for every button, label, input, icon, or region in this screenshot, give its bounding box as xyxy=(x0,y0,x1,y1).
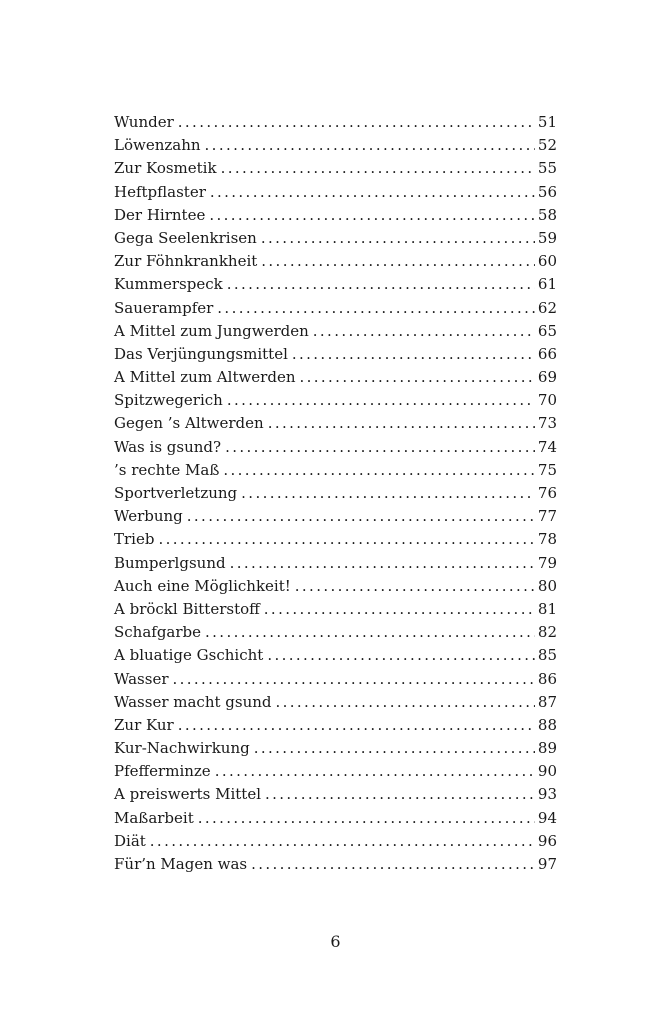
toc-entry-page-number: 58 xyxy=(537,205,557,224)
toc-entry xyxy=(114,436,557,459)
toc-entry-title: Kummerspeck xyxy=(114,275,223,294)
toc-entry xyxy=(114,227,557,250)
toc-entry xyxy=(114,830,557,853)
toc-entry-page-number: 85 xyxy=(537,646,557,665)
dot-leader xyxy=(241,482,535,505)
toc-entry xyxy=(114,181,557,204)
dot-leader xyxy=(210,181,535,204)
toc-entry-title: Das Verjüngungsmittel xyxy=(114,344,288,363)
toc-entry-title: Heftpflaster xyxy=(114,182,206,201)
toc-entry xyxy=(114,111,557,134)
toc-entry-page-number: 69 xyxy=(537,368,557,387)
toc-entry-page-number: 96 xyxy=(537,831,557,850)
dot-leader xyxy=(187,505,535,528)
toc-entry xyxy=(114,528,557,551)
dot-leader xyxy=(178,714,535,737)
dot-leader xyxy=(261,250,535,273)
toc-entry-title: Spitzwegerich xyxy=(114,391,223,410)
toc-entry-page-number: 52 xyxy=(537,136,557,155)
dot-leader xyxy=(225,436,535,459)
toc-entry xyxy=(114,783,557,806)
toc-entry-title: Schafgarbe xyxy=(114,623,202,642)
dot-leader xyxy=(198,807,535,830)
dot-leader xyxy=(205,621,535,644)
toc-entry xyxy=(114,575,557,598)
toc-entry xyxy=(114,552,557,575)
dot-leader xyxy=(230,552,535,575)
toc-entry xyxy=(114,760,557,783)
toc-entry-page-number: 61 xyxy=(537,275,557,294)
toc-entry xyxy=(114,598,557,621)
toc-entry xyxy=(114,389,557,412)
toc-entry-page-number: 76 xyxy=(537,484,557,502)
toc-entry xyxy=(114,807,557,830)
toc-entry xyxy=(114,366,557,389)
dot-leader xyxy=(173,668,536,691)
dot-leader xyxy=(261,227,535,250)
toc-entry-page-number: 75 xyxy=(537,460,557,479)
toc-entry-title: Was is gsund? xyxy=(114,437,222,456)
dot-leader xyxy=(227,389,535,412)
toc-entry xyxy=(114,621,557,644)
toc-entry-title: Sauerampfer xyxy=(114,298,214,317)
toc-entry-page-number: 51 xyxy=(537,113,557,131)
toc-entry-title: Auch eine Möglichkeit! xyxy=(114,576,291,595)
toc-entry xyxy=(114,157,557,180)
toc-entry-page-number: 94 xyxy=(537,808,557,827)
page-number: 6 xyxy=(330,932,341,951)
toc-entry-page-number: 70 xyxy=(537,391,557,410)
toc-entry xyxy=(114,273,557,296)
dot-leader xyxy=(251,853,535,876)
toc-entry xyxy=(114,204,557,227)
toc-entry-title: Löwenzahn xyxy=(114,136,201,155)
toc-entry-page-number: 59 xyxy=(537,228,557,247)
toc-entry-title: A Mittel zum Altwerden xyxy=(114,368,296,387)
toc-entry xyxy=(114,250,557,273)
toc-entry-title: Zur Föhnkrankheit xyxy=(114,252,258,271)
toc-entry-page-number: 55 xyxy=(537,159,557,178)
toc-entry xyxy=(114,134,557,157)
toc-entry-page-number: 88 xyxy=(537,715,557,734)
toc-entry xyxy=(114,668,557,691)
toc-entry-title: Sportverletzung xyxy=(114,484,238,502)
toc-entry-title: Bumperlgsund xyxy=(114,553,226,572)
toc-entry-page-number: 66 xyxy=(537,344,557,363)
toc-entry xyxy=(114,320,557,343)
toc-entry-page-number: 56 xyxy=(537,182,557,201)
dot-leader xyxy=(178,111,535,134)
toc-entry-page-number: 86 xyxy=(537,669,557,688)
toc-entry xyxy=(114,459,557,482)
toc-entry-title: Wasser macht gsund xyxy=(114,692,272,711)
toc-entry-page-number: 80 xyxy=(537,576,557,595)
toc-entry-page-number: 65 xyxy=(537,321,557,340)
toc-entry-title: Gega Seelenkrisen xyxy=(114,228,257,247)
toc-entry-page-number: 93 xyxy=(537,785,557,804)
toc-entry-page-number: 89 xyxy=(537,739,557,758)
toc-entry-title: A bröckl Bitterstoff xyxy=(114,599,260,618)
toc-entry-page-number: 79 xyxy=(537,553,557,572)
toc-entry-title: Für’n Magen was xyxy=(114,855,248,873)
dot-leader xyxy=(264,598,535,621)
toc-entry-page-number: 97 xyxy=(537,855,557,873)
toc-entry-title: A bluatige Gschicht xyxy=(114,646,264,665)
dot-leader xyxy=(300,366,536,389)
toc-entry xyxy=(114,737,557,760)
toc-entry-page-number: 74 xyxy=(537,437,557,456)
dot-leader xyxy=(276,691,535,714)
dot-leader xyxy=(254,737,535,760)
dot-leader xyxy=(221,157,535,180)
dot-leader xyxy=(223,459,535,482)
toc-entry-title: Werbung xyxy=(114,507,183,526)
dot-leader xyxy=(158,528,535,551)
dot-leader xyxy=(227,273,535,296)
dot-leader xyxy=(268,412,535,435)
toc-entry-title: Kur-Nachwirkung xyxy=(114,739,250,758)
toc-entry-page-number: 77 xyxy=(537,507,557,526)
table-of-contents xyxy=(114,111,557,876)
dot-leader xyxy=(209,204,535,227)
dot-leader xyxy=(267,644,535,667)
toc-entry-page-number: 78 xyxy=(537,530,557,549)
toc-entry-page-number: 81 xyxy=(537,599,557,618)
toc-entry-title: A preiswerts Mittel xyxy=(114,785,262,804)
toc-entry-title: Zur Kosmetik xyxy=(114,159,217,178)
toc-entry-title: Zur Kur xyxy=(114,715,174,734)
toc-entry xyxy=(114,691,557,714)
toc-entry-page-number: 87 xyxy=(537,692,557,711)
dot-leader xyxy=(215,760,535,783)
toc-entry xyxy=(114,412,557,435)
dot-leader xyxy=(205,134,535,157)
toc-entry-title: A Mittel zum Jungwerden xyxy=(114,321,309,340)
toc-entry-title: Trieb xyxy=(114,530,155,549)
toc-entry-title: Wasser xyxy=(114,669,169,688)
dot-leader xyxy=(295,575,535,598)
toc-entry-title: Gegen ’s Altwerden xyxy=(114,414,264,433)
dot-leader xyxy=(313,320,535,343)
toc-entry xyxy=(114,482,557,505)
toc-entry-title: Diät xyxy=(114,831,146,850)
toc-entry xyxy=(114,343,557,366)
toc-entry-page-number: 73 xyxy=(537,414,557,433)
dot-leader xyxy=(150,830,535,853)
toc-entry-page-number: 82 xyxy=(537,623,557,642)
toc-entry-page-number: 60 xyxy=(537,252,557,271)
toc-entry xyxy=(114,297,557,320)
toc-entry xyxy=(114,505,557,528)
dot-leader xyxy=(265,783,535,806)
toc-entry-title: Pfefferminze xyxy=(114,762,211,781)
toc-entry-page-number: 62 xyxy=(537,298,557,317)
toc-entry-title: Der Hirntee xyxy=(114,205,206,224)
toc-entry-title: ’s rechte Maß xyxy=(114,460,220,479)
toc-entry xyxy=(114,644,557,667)
toc-entry-title: Maßarbeit xyxy=(114,808,194,827)
dot-leader xyxy=(292,343,535,366)
toc-entry-page-number: 90 xyxy=(537,762,557,781)
toc-entry xyxy=(114,853,557,876)
toc-entry xyxy=(114,714,557,737)
dot-leader xyxy=(217,297,535,320)
toc-entry-title: Wunder xyxy=(114,113,174,131)
